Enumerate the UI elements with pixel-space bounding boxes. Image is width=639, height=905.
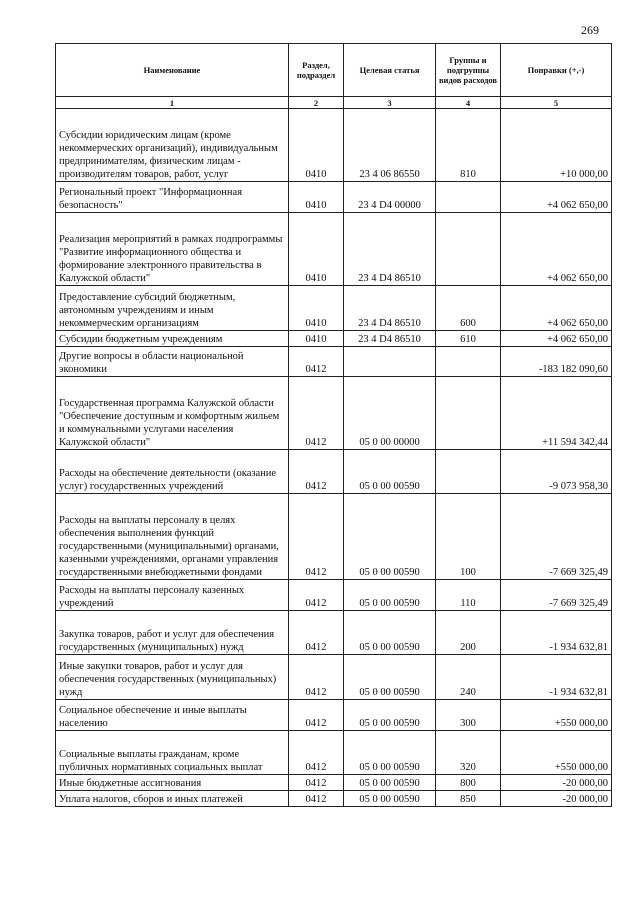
row-target-article: 05 0 00 00590 (344, 450, 436, 494)
header-amendments: Поправки (+,-) (501, 44, 612, 97)
row-amount: -1 934 632,81 (501, 655, 612, 700)
column-number: 1 (56, 97, 289, 109)
page-number: 269 (581, 23, 599, 37)
row-expense-group: 100 (436, 494, 501, 580)
header-expense-groups: Группы и подгруппы видов расходов (436, 44, 501, 97)
row-section: 0410 (289, 286, 344, 331)
table-row (56, 494, 612, 580)
table-row (56, 213, 612, 286)
row-section: 0412 (289, 731, 344, 775)
table-row (56, 775, 612, 791)
table-row (56, 286, 612, 331)
row-name: Расходы на обеспечение деятельности (оказание услуг) государственных учреждений (56, 450, 289, 494)
budget-amendments-table (55, 43, 612, 807)
table-row (56, 731, 612, 775)
row-section: 0412 (289, 377, 344, 450)
column-number: 3 (344, 97, 436, 109)
row-amount: -20 000,00 (501, 775, 612, 791)
row-expense-group: 320 (436, 731, 501, 775)
row-name: Субсидии бюджетным учреждениям (56, 331, 289, 347)
table-row (56, 655, 612, 700)
row-section: 0412 (289, 655, 344, 700)
row-name: Государственная программа Калужской области "Обеспечение доступным и комфортным жильем и коммунальными услугами населения Калужской области" (56, 377, 289, 450)
row-amount: -9 073 958,30 (501, 450, 612, 494)
row-name: Уплата налогов, сборов и иных платежей (56, 791, 289, 807)
row-section: 0410 (289, 331, 344, 347)
table-row (56, 611, 612, 655)
row-section: 0412 (289, 700, 344, 731)
row-amount: +4 062 650,00 (501, 331, 612, 347)
row-section: 0412 (289, 580, 344, 611)
row-expense-group: 800 (436, 775, 501, 791)
table-row (56, 791, 612, 807)
row-section: 0412 (289, 611, 344, 655)
row-section: 0410 (289, 182, 344, 213)
row-expense-group (436, 377, 501, 450)
row-expense-group: 110 (436, 580, 501, 611)
row-expense-group: 810 (436, 109, 501, 182)
row-name: Реализация мероприятий в рамках подпрограммы "Развитие информационного общества и формирование электронного правительства в Калужской области" (56, 213, 289, 286)
row-amount: +4 062 650,00 (501, 286, 612, 331)
row-amount: -20 000,00 (501, 791, 612, 807)
row-amount: +10 000,00 (501, 109, 612, 182)
table-row (56, 331, 612, 347)
row-expense-group (436, 213, 501, 286)
row-target-article: 23 4 D4 00000 (344, 182, 436, 213)
row-section: 0412 (289, 347, 344, 377)
row-target-article: 05 0 00 00000 (344, 377, 436, 450)
row-name: Региональный проект "Информационная безопасность" (56, 182, 289, 213)
row-target-article: 23 4 D4 86510 (344, 286, 436, 331)
row-target-article: 05 0 00 00590 (344, 655, 436, 700)
row-expense-group (436, 347, 501, 377)
row-target-article: 05 0 00 00590 (344, 791, 436, 807)
row-section: 0410 (289, 109, 344, 182)
row-name: Расходы на выплаты персоналу казенных учреждений (56, 580, 289, 611)
row-section: 0412 (289, 791, 344, 807)
row-name: Расходы на выплаты персоналу в целях обеспечения выполнения функций государственными (муниципальными) органами, казенными учреждениями, органами управления государственными внебюджетными фондами (56, 494, 289, 580)
row-target-article: 23 4 06 86550 (344, 109, 436, 182)
row-target-article: 05 0 00 00590 (344, 611, 436, 655)
row-section: 0410 (289, 213, 344, 286)
row-amount: -1 934 632,81 (501, 611, 612, 655)
row-target-article: 05 0 00 00590 (344, 775, 436, 791)
row-name: Социальное обеспечение и иные выплаты населению (56, 700, 289, 731)
row-name: Социальные выплаты гражданам, кроме публичных нормативных социальных выплат (56, 731, 289, 775)
table-header-row (56, 44, 612, 97)
row-expense-group: 200 (436, 611, 501, 655)
header-name: Наименование (56, 44, 289, 97)
row-amount: -7 669 325,49 (501, 580, 612, 611)
row-expense-group (436, 182, 501, 213)
column-number: 4 (436, 97, 501, 109)
row-amount: -7 669 325,49 (501, 494, 612, 580)
column-number-row (56, 97, 612, 109)
row-expense-group (436, 450, 501, 494)
row-name: Иные бюджетные ассигнования (56, 775, 289, 791)
row-target-article: 05 0 00 00590 (344, 700, 436, 731)
row-expense-group: 300 (436, 700, 501, 731)
row-target-article (344, 347, 436, 377)
row-amount: +550 000,00 (501, 731, 612, 775)
row-name: Субсидии юридическим лицам (кроме некоммерческих организаций), индивидуальным предпринимателям, физическим лицам - производителям товаров, работ, услуг (56, 109, 289, 182)
row-name: Закупка товаров, работ и услуг для обеспечения государственных (муниципальных) нужд (56, 611, 289, 655)
row-name: Предоставление субсидий бюджетным, автономным учреждениям и иным некоммерческим организациям (56, 286, 289, 331)
row-expense-group: 610 (436, 331, 501, 347)
table-row (56, 700, 612, 731)
header-section: Раздел, подраздел (289, 44, 344, 97)
row-amount: +4 062 650,00 (501, 182, 612, 213)
row-target-article: 05 0 00 00590 (344, 731, 436, 775)
column-number: 2 (289, 97, 344, 109)
table-row (56, 580, 612, 611)
row-target-article: 05 0 00 00590 (344, 494, 436, 580)
table-row (56, 182, 612, 213)
table-row (56, 109, 612, 182)
table-row (56, 450, 612, 494)
row-section: 0412 (289, 494, 344, 580)
row-section: 0412 (289, 450, 344, 494)
row-target-article: 23 4 D4 86510 (344, 331, 436, 347)
table-row (56, 377, 612, 450)
row-target-article: 23 4 D4 86510 (344, 213, 436, 286)
column-number: 5 (501, 97, 612, 109)
row-expense-group: 850 (436, 791, 501, 807)
row-target-article: 05 0 00 00590 (344, 580, 436, 611)
row-expense-group: 240 (436, 655, 501, 700)
row-amount: -183 182 090,60 (501, 347, 612, 377)
row-amount: +11 594 342,44 (501, 377, 612, 450)
row-name: Другие вопросы в области национальной экономики (56, 347, 289, 377)
row-expense-group: 600 (436, 286, 501, 331)
row-name: Иные закупки товаров, работ и услуг для обеспечения государственных (муниципальных) нужд (56, 655, 289, 700)
header-target-article: Целевая статья (344, 44, 436, 97)
row-section: 0412 (289, 775, 344, 791)
table-row (56, 347, 612, 377)
row-amount: +550 000,00 (501, 700, 612, 731)
row-amount: +4 062 650,00 (501, 213, 612, 286)
